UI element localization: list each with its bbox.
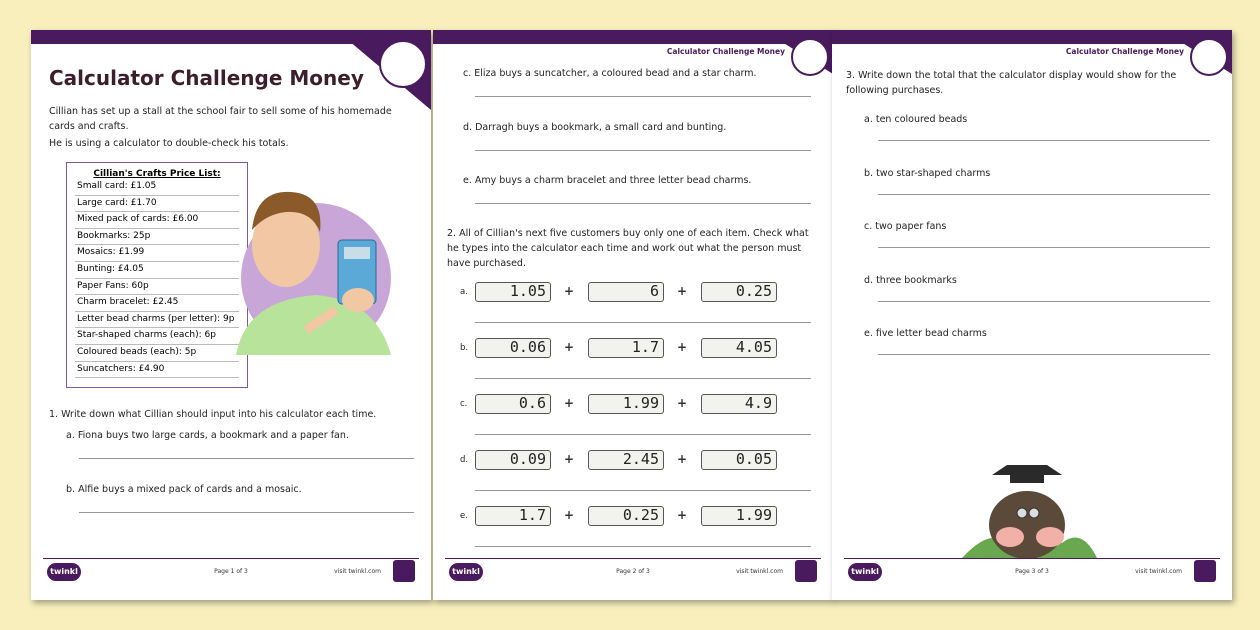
calculator-display: 1.99 bbox=[588, 394, 664, 414]
calculator-display: 0.25 bbox=[701, 282, 777, 302]
calculator-display: 6 bbox=[588, 282, 664, 302]
page-number: Page 2 of 3 bbox=[616, 568, 650, 575]
price-list-item: Star-shaped charms (each): 6p bbox=[75, 328, 239, 345]
plus-sign: + bbox=[564, 396, 575, 410]
mole-with-graduation-cap-illustration bbox=[952, 455, 1102, 558]
footer-rule bbox=[844, 558, 1220, 559]
calculator-display: 1.7 bbox=[475, 506, 551, 526]
price-list-item: Mosaics: £1.99 bbox=[75, 245, 239, 262]
worksheet-page-2 bbox=[433, 30, 833, 600]
answer-line[interactable] bbox=[878, 140, 1210, 141]
plus-sign: + bbox=[677, 396, 688, 410]
plus-sign: + bbox=[564, 340, 575, 354]
calculator-display: 4.9 bbox=[701, 394, 777, 414]
calculator-display: 0.05 bbox=[701, 450, 777, 470]
page-number: Page 3 of 3 bbox=[1015, 568, 1049, 575]
answer-line[interactable] bbox=[475, 546, 811, 547]
visit-link: visit twinkl.com bbox=[736, 568, 783, 575]
twinkl-logo: twinkl bbox=[47, 563, 81, 581]
question-1c: c. Eliza buys a suncatcher, a coloured bead and a star charm. bbox=[463, 68, 757, 79]
worksheet-page-3 bbox=[832, 30, 1232, 600]
footer-rule bbox=[43, 558, 419, 559]
calc-row-label: a. bbox=[460, 287, 468, 297]
answer-line-1d[interactable] bbox=[475, 150, 811, 151]
answer-line[interactable] bbox=[878, 247, 1210, 248]
answer-line-1c[interactable] bbox=[475, 96, 811, 97]
page-title: Calculator Challenge Money bbox=[49, 66, 364, 90]
twinkl-logo: twinkl bbox=[449, 563, 483, 581]
calculator-display: 4.05 bbox=[701, 338, 777, 358]
page-header-title: Calculator Challenge Money bbox=[666, 47, 785, 56]
mole-mascot-icon bbox=[379, 40, 427, 88]
calculator-display: 0.06 bbox=[475, 338, 551, 358]
plus-sign: + bbox=[564, 452, 575, 466]
question-3-item: b. two star-shaped charms bbox=[864, 167, 991, 179]
question-1e: e. Amy buys a charm bracelet and three letter bead charms. bbox=[463, 175, 752, 186]
plus-sign: + bbox=[564, 284, 575, 298]
worksheet-page-1 bbox=[31, 30, 431, 600]
plus-sign: + bbox=[677, 508, 688, 522]
price-list-item: Small card: £1.05 bbox=[75, 179, 239, 196]
question-3: 3. Write down the total that the calculator display would show for the following purchases. bbox=[846, 70, 1177, 96]
answer-line-1a[interactable] bbox=[79, 458, 414, 459]
twinkl-logo: twinkl bbox=[848, 563, 882, 581]
answer-line[interactable] bbox=[475, 490, 811, 491]
plus-sign: + bbox=[677, 452, 688, 466]
calculator-display: 0.25 bbox=[588, 506, 664, 526]
price-list-item: Paper Fans: 60p bbox=[75, 279, 239, 296]
price-list-item: Charm bracelet: £2.45 bbox=[75, 295, 239, 312]
answer-line-1b[interactable] bbox=[79, 512, 414, 513]
answer-line[interactable] bbox=[878, 354, 1210, 355]
calc-row-label: b. bbox=[460, 343, 469, 353]
plus-sign: + bbox=[564, 508, 575, 522]
question-3-item: a. ten coloured beads bbox=[864, 114, 968, 125]
price-list-title: Cillian's Crafts Price List: bbox=[93, 169, 221, 179]
visit-link: visit twinkl.com bbox=[1135, 568, 1182, 575]
boy-with-calculator-illustration bbox=[216, 170, 391, 355]
answer-line[interactable] bbox=[878, 194, 1210, 195]
price-list-item: Letter bead charms (per letter): 9p bbox=[75, 312, 239, 329]
question-2: 2. All of Cillian's next five customers buy only one of each item. Check what he types into the calculator each time and work out what the person must have purchased. bbox=[447, 228, 809, 269]
question-3-item: d. three bookmarks bbox=[864, 274, 957, 286]
page-header-title: Calculator Challenge Money bbox=[1065, 47, 1184, 56]
calculator-display: 0.09 bbox=[475, 450, 551, 470]
calc-row-label: e. bbox=[460, 511, 468, 521]
calc-row-label: c. bbox=[460, 399, 468, 409]
question-3-item: c. two paper fans bbox=[864, 221, 947, 232]
footer-rule bbox=[445, 558, 821, 559]
price-list-item: Mixed pack of cards: £6.00 bbox=[75, 212, 239, 229]
calculator-display: 1.05 bbox=[475, 282, 551, 302]
calculator-display: 0.6 bbox=[475, 394, 551, 414]
answer-line-1e[interactable] bbox=[475, 203, 811, 204]
answer-line[interactable] bbox=[475, 378, 811, 379]
calculator-display: 1.99 bbox=[701, 506, 777, 526]
price-list-item: Suncatchers: £4.90 bbox=[75, 362, 239, 379]
page-number: Page 1 of 3 bbox=[214, 568, 248, 575]
answer-line[interactable] bbox=[878, 301, 1210, 302]
answer-line[interactable] bbox=[475, 322, 811, 323]
question-1: 1. Write down what Cillian should input into his calculator each time. bbox=[49, 409, 377, 420]
question-1b: b. Alfie buys a mixed pack of cards and a mosaic. bbox=[66, 484, 302, 495]
price-list-item: Large card: £1.70 bbox=[75, 196, 239, 213]
calculator-display: 2.45 bbox=[588, 450, 664, 470]
price-list-item: Bookmarks: 25p bbox=[75, 229, 239, 246]
visit-link: visit twinkl.com bbox=[334, 568, 381, 575]
award-badge-icon bbox=[393, 560, 415, 582]
plus-sign: + bbox=[677, 340, 688, 354]
award-badge-icon bbox=[795, 560, 817, 582]
calc-row-label: d. bbox=[460, 455, 469, 465]
intro-text-1: Cillian has set up a stall at the school fair to sell some of his homemade cards and crafts. bbox=[49, 106, 392, 132]
intro-text-2: He is using a calculator to double-check his totals. bbox=[49, 138, 289, 149]
price-list-item: Coloured beads (each): 5p bbox=[75, 345, 239, 362]
plus-sign: + bbox=[677, 284, 688, 298]
question-1a: a. Fiona buys two large cards, a bookmark and a paper fan. bbox=[66, 430, 349, 441]
award-badge-icon bbox=[1194, 560, 1216, 582]
answer-line[interactable] bbox=[475, 434, 811, 435]
calculator-display: 1.7 bbox=[588, 338, 664, 358]
price-list-item: Bunting: £4.05 bbox=[75, 262, 239, 279]
question-1d: d. Darragh buys a bookmark, a small card and bunting. bbox=[463, 122, 727, 133]
question-3-item: e. five letter bead charms bbox=[864, 328, 987, 339]
